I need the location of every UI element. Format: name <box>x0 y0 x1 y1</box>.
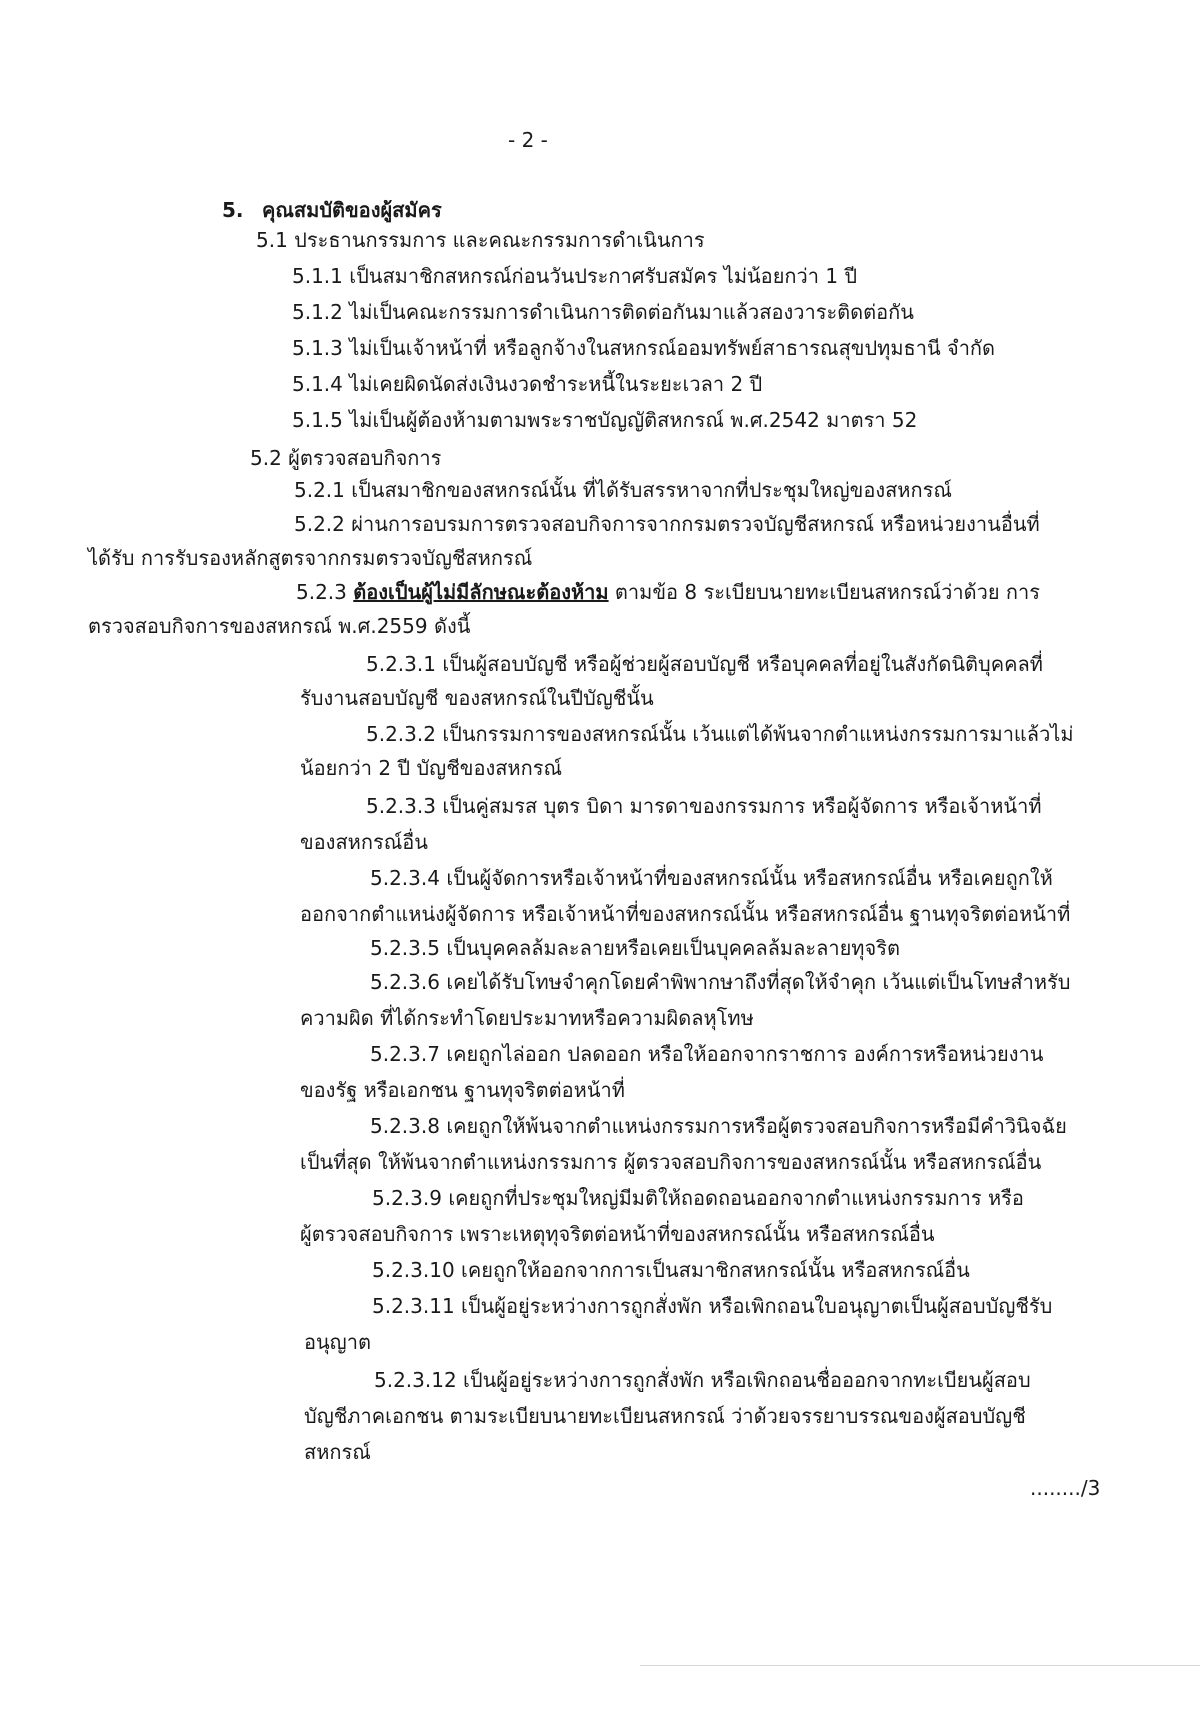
item-5-2-3-7-cont: ของรัฐ หรือเอกชน ฐานทุจริตต่อหน้าที่ <box>300 1078 625 1102</box>
item-5-2-3-10: 5.2.3.10 เคยถูกให้ออกจากการเป็นสมาชิกสหกรณ์นั้น หรือสหกรณ์อื่น <box>372 1258 970 1282</box>
item-5-2-3-3-cont: ของสหกรณ์อื่น <box>300 830 428 854</box>
item-5-2-3-4: 5.2.3.4 เป็นผู้จัดการหรือเจ้าหน้าที่ของสหกรณ์นั้น หรือสหกรณ์อื่น หรือเคยถูกให้ <box>370 866 1053 890</box>
item-5-1-4: 5.1.4 ไม่เคยผิดนัดส่งเงินงวดชำระหนี้ในระยะเวลา 2 ปี <box>292 372 763 396</box>
section-number: 5. <box>222 198 244 222</box>
item-5-2-3-9: 5.2.3.9 เคยถูกที่ประชุมใหญ่มีมติให้ถอดถอนออกจากตำแหน่งกรรมการ หรือ <box>372 1186 1024 1210</box>
item-5-2-3-6-cont: ความผิด ที่ได้กระทำโดยประมาทหรือความผิดลหุโทษ <box>300 1006 754 1030</box>
item-5-2-3-12: 5.2.3.12 เป็นผู้อยู่ระหว่างการถูกสั่งพัก หรือเพิกถอนชื่อออกจากทะเบียนผู้สอบ <box>374 1368 1031 1392</box>
item-5-2-3-4-cont: ออกจากตำแหน่งผู้จัดการ หรือเจ้าหน้าที่ของสหกรณ์นั้น หรือสหกรณ์อื่น ฐานทุจริตต่อหน้าที่ <box>300 902 1071 926</box>
item-5-2-3-1: 5.2.3.1 เป็นผู้สอบบัญชี หรือผู้ช่วยผู้สอบบัญชี หรือบุคคลที่อยู่ในสังกัดนิติบุคคลที่ <box>366 652 1043 676</box>
subsection-heading-5-2: 5.2 ผู้ตรวจสอบกิจการ <box>250 446 442 470</box>
section-title: คุณสมบัติของผู้สมัคร <box>262 198 442 222</box>
item-5-1-1: 5.1.1 เป็นสมาชิกสหกรณ์ก่อนวันประกาศรับสมัคร ไม่น้อยกว่า 1 ปี <box>292 264 858 288</box>
item-5-2-3-text: ตามข้อ 8 ระเบียบนายทะเบียนสหกรณ์ว่าด้วย การ <box>608 580 1040 604</box>
item-5-2-2: 5.2.2 ผ่านการอบรมการตรวจสอบกิจการจากกรมตรวจบัญชีสหกรณ์ หรือหน่วยงานอื่นที่ <box>294 512 1040 536</box>
item-5-2-3-number: 5.2.3 <box>296 580 347 604</box>
item-5-1-5: 5.1.5 ไม่เป็นผู้ต้องห้ามตามพระราชบัญญัติสหกรณ์ พ.ศ.2542 มาตรา 52 <box>292 408 918 432</box>
item-5-2-3-6: 5.2.3.6 เคยได้รับโทษจำคุกโดยคำพิพากษาถึงที่สุดให้จำคุก เว้นแต่เป็นโทษสำหรับ <box>370 970 1071 994</box>
item-5-2-3-8-cont: เป็นที่สุด ให้พ้นจากตำแหน่งกรรมการ ผู้ตรวจสอบกิจการของสหกรณ์นั้น หรือสหกรณ์อื่น <box>300 1150 1042 1174</box>
subsection-heading-5-1: 5.1 ประธานกรรมการ และคณะกรรมการดำเนินการ <box>256 228 705 252</box>
item-5-2-3-11: 5.2.3.11 เป็นผู้อยู่ระหว่างการถูกสั่งพัก หรือเพิกถอนใบอนุญาตเป็นผู้สอบบัญชีรับ <box>372 1294 1053 1318</box>
item-5-2-3-cont: ตรวจสอบกิจการของสหกรณ์ พ.ศ.2559 ดังนี้ <box>88 614 471 638</box>
item-5-2-3-11-cont: อนุญาต <box>304 1330 371 1354</box>
item-5-1-3: 5.1.3 ไม่เป็นเจ้าหน้าที่ หรือลูกจ้างในสหกรณ์ออมทรัพย์สาธารณสุขปทุมธานี จำกัด <box>292 336 996 360</box>
item-5-2-3-3: 5.2.3.3 เป็นคู่สมรส บุตร บิดา มารดาของกรรมการ หรือผู้จัดการ หรือเจ้าหน้าที่ <box>366 794 1042 818</box>
item-5-2-3-emphasis: ต้องเป็นผู้ไม่มีลักษณะต้องห้าม <box>353 580 609 604</box>
item-5-2-1: 5.2.1 เป็นสมาชิกของสหกรณ์นั้น ที่ได้รับสรรหาจากที่ประชุมใหญ่ของสหกรณ์ <box>294 478 952 502</box>
item-5-2-3-9-cont: ผู้ตรวจสอบกิจการ เพราะเหตุทุจริตต่อหน้าที่ของสหกรณ์นั้น หรือสหกรณ์อื่น <box>300 1222 935 1246</box>
item-5-1-2: 5.1.2 ไม่เป็นคณะกรรมการดำเนินการติดต่อกันมาแล้วสองวาระติดต่อกัน <box>292 300 914 324</box>
item-5-2-3-12-cont: บัญชีภาคเอกชน ตามระเบียบนายทะเบียนสหกรณ์ ว่าด้วยจรรยาบรรณของผู้สอบบัญชี <box>304 1404 1026 1428</box>
page-number: - 2 - <box>508 128 548 152</box>
item-5-2-3 <box>296 578 1040 606</box>
item-5-2-3-7: 5.2.3.7 เคยถูกไล่ออก ปลดออก หรือให้ออกจากราชการ องค์การหรือหน่วยงาน <box>370 1042 1044 1066</box>
continued-marker: ......../3 <box>1030 1476 1101 1500</box>
item-5-2-3-2: 5.2.3.2 เป็นกรรมการของสหกรณ์นั้น เว้นแต่ได้พ้นจากตำแหน่งกรรมการมาแล้วไม่ <box>366 722 1074 746</box>
item-5-2-3-2-cont: น้อยกว่า 2 ปี บัญชีของสหกรณ์ <box>300 756 563 780</box>
item-5-2-3-12-cont2: สหกรณ์ <box>304 1440 371 1464</box>
item-5-2-3-8: 5.2.3.8 เคยถูกให้พ้นจากตำแหน่งกรรมการหรือผู้ตรวจสอบกิจการหรือมีคำวินิจฉัย <box>370 1114 1067 1138</box>
item-5-2-2-cont: ได้รับ การรับรองหลักสูตรจากกรมตรวจบัญชีสหกรณ์ <box>88 546 533 570</box>
item-5-2-3-1-cont: รับงานสอบบัญชี ของสหกรณ์ในปีบัญชีนั้น <box>300 686 654 710</box>
scan-edge-line <box>640 1665 1200 1666</box>
item-5-2-3-5: 5.2.3.5 เป็นบุคคลล้มละลายหรือเคยเป็นบุคคลล้มละลายทุจริต <box>370 936 900 960</box>
